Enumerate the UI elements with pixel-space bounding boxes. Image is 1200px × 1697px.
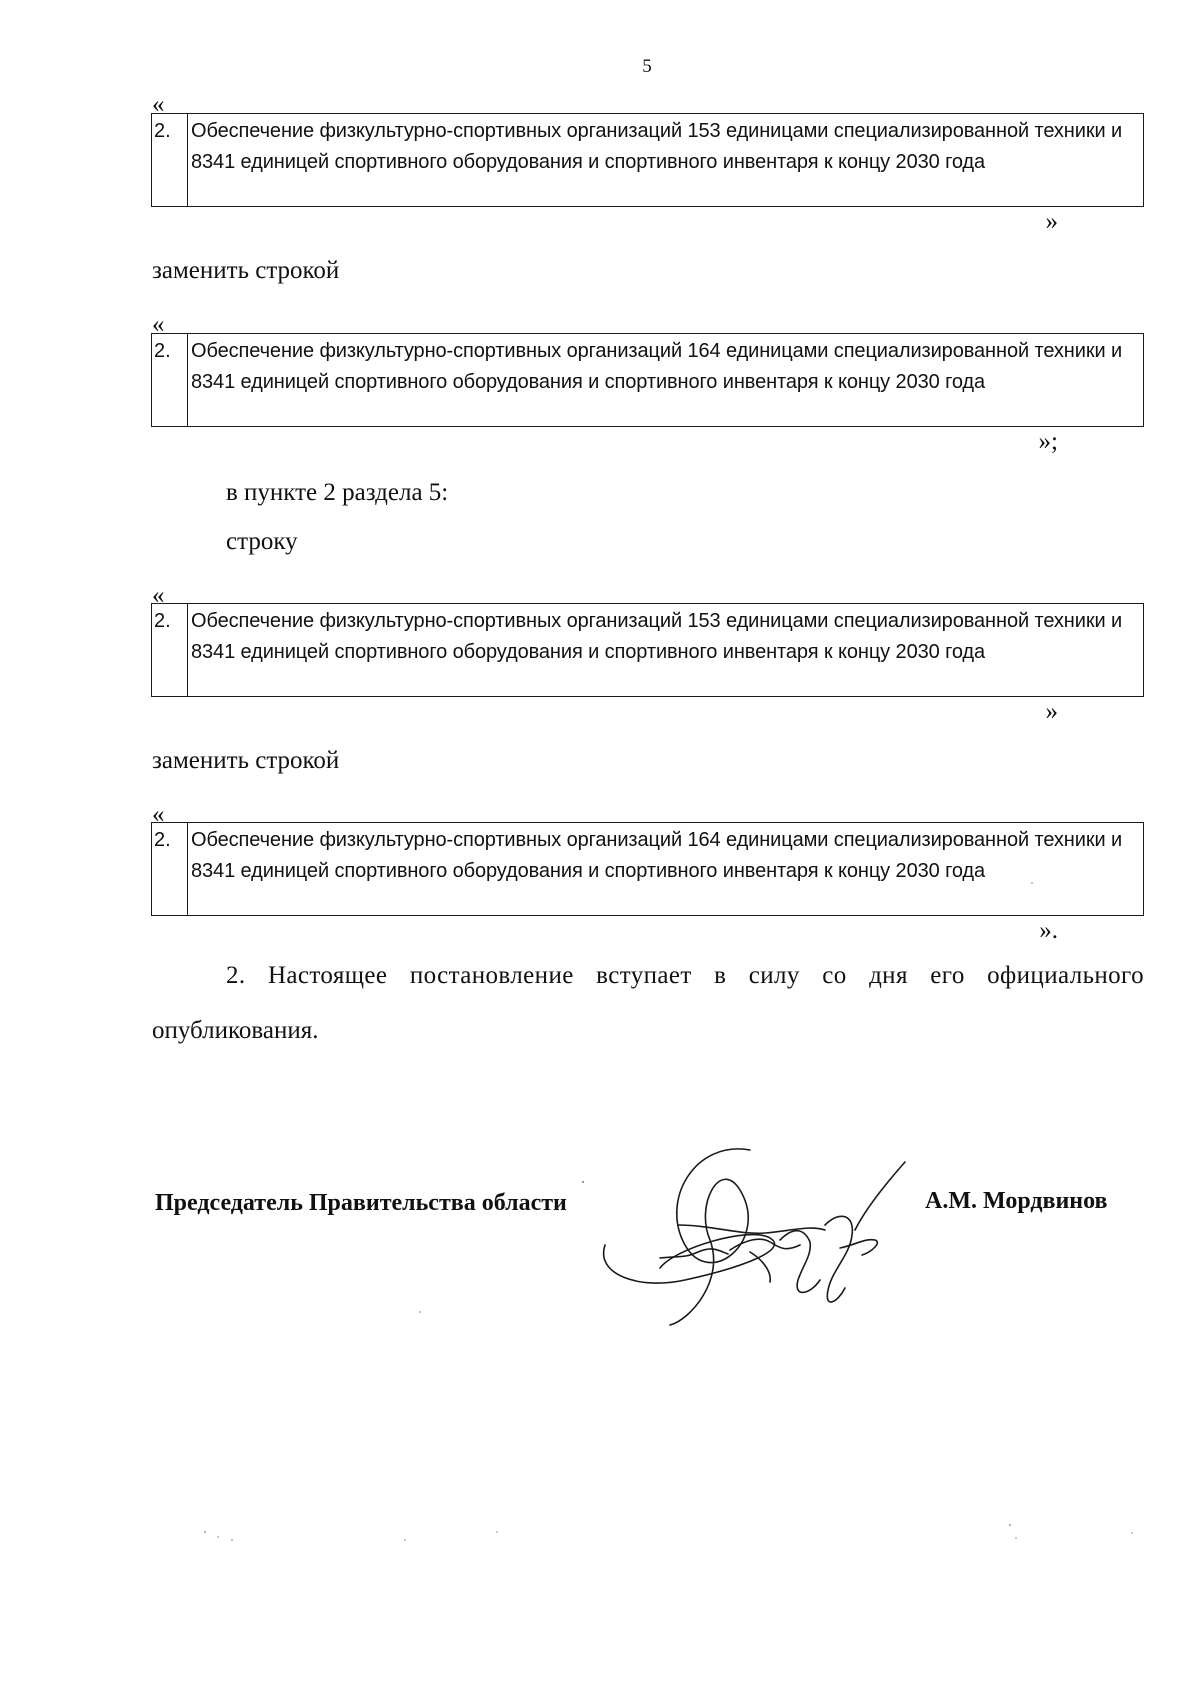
opening-quote: « — [152, 801, 165, 828]
page-number: 5 — [642, 56, 652, 77]
opening-quote: « — [152, 582, 165, 609]
line-word: строку — [226, 528, 298, 555]
signatory-position: Председатель Правительства области — [155, 1190, 567, 1216]
table-row — [151, 603, 1144, 697]
row-number: 2. — [152, 114, 188, 206]
closing-quote: » — [1045, 698, 1058, 725]
opening-quote: « — [152, 91, 165, 118]
row-number: 2. — [152, 334, 188, 426]
signatory-name: А.М. Мордвинов — [925, 1188, 1108, 1214]
closing-quote: »; — [1038, 428, 1058, 455]
replace-instruction: заменить строкой — [152, 747, 340, 774]
row-text: Обеспечение физкультурно-спортивных организаций 153 единицами специализированной техники и 8341 единицей спортивного оборудования и спортивного инвентаря к концу 2030 года — [191, 120, 1123, 173]
table-row — [151, 333, 1144, 427]
closing-quote: » — [1045, 208, 1058, 235]
final-paragraph-line1: 2. Настоящее постановление вступает в силу со дня его официального — [226, 962, 1144, 989]
handwritten-signature — [600, 1130, 940, 1330]
row-number: 2. — [152, 604, 188, 696]
table-row — [151, 822, 1144, 916]
opening-quote: « — [152, 311, 165, 338]
row-text: Обеспечение физкультурно-спортивных организаций 164 единицами специализированной техники и 8341 единицей спортивного оборудования и спортивного инвентаря к концу 2030 года — [191, 340, 1123, 393]
section-reference: в пункте 2 раздела 5: — [226, 479, 449, 506]
replace-instruction: заменить строкой — [152, 257, 340, 284]
row-text: Обеспечение физкультурно-спортивных организаций 164 единицами специализированной техники и 8341 единицей спортивного оборудования и спортивного инвентаря к концу 2030 года — [191, 829, 1123, 882]
final-paragraph-line2: опубликования. — [152, 1017, 319, 1044]
row-text: Обеспечение физкультурно-спортивных организаций 153 единицами специализированной техники и 8341 единицей спортивного оборудования и спортивного инвентаря к концу 2030 года — [191, 610, 1123, 663]
closing-quote: ». — [1039, 917, 1058, 944]
row-number: 2. — [152, 823, 188, 915]
table-row — [151, 113, 1144, 207]
